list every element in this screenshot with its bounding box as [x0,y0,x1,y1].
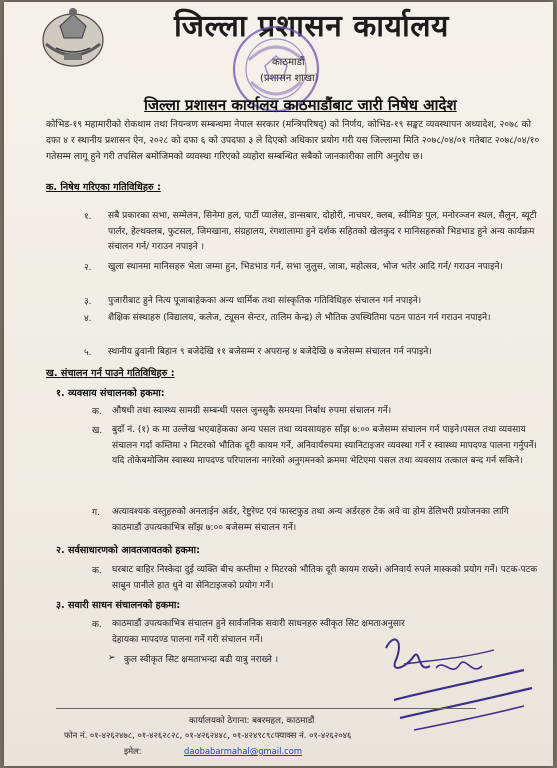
order-title: जिल्ला प्रशासन कार्यालय काठमाडौंबाट जारी निषेध आदेश [144,96,457,114]
list-item: अत्यावश्यक वस्तुहरुको अनलाईन अर्डर, रेष्टुरेण्ट एवं फास्टफुड तथा अन्य अर्डरहरु टेक अवे वा होम डेलिभरी प्रयोजनका लागि काठमाडौं उपत्यकाभित्र साँझ ७:०० बजेसम्म संचालन गर्ने। [112,507,509,533]
signature-image [374,630,539,740]
list-item: कुल स्वीकृत सिट क्षमताभन्दा बढी यात्रु नराख्ने । [124,655,279,665]
list-item-number: ग. [92,508,100,518]
list-item: औषधी तथा स्वास्थ्य सामग्री सम्बन्धी पसल जुनसुकै समयमा निर्बाध रुपमा संचालन गर्ने। [112,406,392,416]
section-b-heading: ख. संचालन गर्न पाउने गतिविधिहरु : [46,368,175,379]
list-item-number: १. [84,212,92,222]
list-item-number: ३. [84,297,92,307]
list-item: पुजारीबाट हुने नित्य पूजाबाहेकका अन्य धार्मिक तथा सांस्कृतिक गतिविधिहरु संचालन गर्न नपाइने। [108,296,422,306]
list-item: बुदाँ नं. (१) क मा उल्लेख भएबाहेकका अन्य पसल तथा व्यवसायहरु साँझ ७:०० बजेसम्म संचालन गर्न पाइने।पसल तथा व्यवसाय संचालन गर्दा कम्तिमा २ मिटरको भौतिक दूरी कायम गर्ने, अनिवार्यरुपमा स्यानिटाइजर व्यवस्था गर्ने र स्वास्थ्य मापदण्ड पालना गर्नुपर्ने। यदि तोकेबमोजिम स्वास्थ्य मापदण्ड परिपालना नगरेको अनुगमनको क्रममा भेटिएमा पसल तथा व्यवसाय तत्काल बन्द गर्न सकिने। [112,425,537,466]
office-location: काठमाडौं [272,57,305,68]
subsection-business-heading: १. व्यवसाय संचालनको हकमा: [56,388,165,399]
list-item: खुला स्थानमा मानिसहरु भेला जम्मा हुन, भिडभाड गर्न, सभा जुलुस, जात्रा, महोत्सव, भोज भतेर आदि गर्न/ गराउन नपाइने। [108,262,503,272]
list-item-number: क. [92,620,102,630]
list-item: काठमाडौं उपत्यकाभित्र संचालन हुने सार्वजनिक सवारी साधनहरु स्वीकृत सिट क्षमताअनुसार देहायका मापदण्ड पालना गर्ने गरी संचालन गर्ने। [112,619,405,645]
footer-email-label: इमेल: [124,746,142,756]
list-item-number: ख. [92,426,103,436]
list-item: स्थानीय ढुवानी बिहान ९ बजेदेखि ११ बजेसम्म र अपरान्ह ४ बजेदेखि ७ बजेसम्म संचालन गर्न नपाइने। [108,347,432,357]
nepal-emblem-icon [38,4,108,70]
footer-address: कार्यालयको ठेगाना: बबरमहल, काठमाडौं [189,716,315,726]
intro-paragraph: कोभिड-१९ महामारीको रोकथाम तथा नियन्त्रण सम्बन्धमा नेपाल सरकार (मन्त्रिपरिषद्) को निर्णय, कोभिड-१९ सङ्कट व्यवस्थापन अध्यादेश, २०७८ को दफा ४ र स्थानीय प्रशासन ऐन, २०२८ को दफा ६ को उपदफा ३ ले दिएको अधिकार प्रयोग गरी यस जिल्लामा मिति २०७८/०४/०१ गतेबाट २०७८/०४/१० गतेसम्म लागू हुने गरी तपसिल बमोजिमको व्यवस्था गरिएको व्यहोरा सम्बन्धित सबैको जानकारीका लागि अनुरोध छ। [46,119,540,162]
list-item-number: ५. [84,348,92,358]
section-a-heading: क. निषेध गरिएका गतिविधिहरु : [46,182,161,193]
list-item-number: ४. [84,314,92,324]
footer-divider [56,708,476,709]
office-title: जिल्ला प्रशासन कार्यालय [174,9,449,44]
footer-phone: फोन नं. ०१-४२६२४७८, ०१-४२६२८२८, ०१-४२६२४४८, ०१-४२४९८९८फ्याक्स नं. ०१-४२६२०४६ [64,730,352,740]
subsection-vehicle-heading: ३. सवारी साधन संचालनको हकमा: [56,600,181,611]
list-item-number: क. [92,566,102,576]
list-item: घरबाट बाहिर निस्केदा दुई व्यक्ति बीच कम्तीमा २ मिटरको भौतिक दूरी कायम राख्ने। अनिवार्य रुपले मास्कको प्रयोग गर्ने। पटक-पटक साबुन पानीले हात धुने वा सेनिटाइजको प्रयोग गर्ने। [112,565,538,591]
list-item: सबै प्रकारका सभा, सम्मेलन, सिनेमा हल, पार्टी प्यालेस, डान्सबार, दोहोरी, नाचघर, क्लब, स्वीमिङ पुल, मनोरञ्जन स्थल, सैलुन, ब्यूटी पार्लर, हेल्थक्लब, फुटसल, जिमखाना, संग्रहालय, रंगशालामा हुने दर्शक सहितको खेलकुद र मानिसहरुको भिडभाड हुने अन्य कार्यक्रम संचालन गर्न/ गराउन नपाइने । [108,211,537,252]
document-page [4,2,553,766]
office-branch: (प्रशासन शाखा) [260,73,319,84]
list-item: शैक्षिक संस्थाहरु (विद्यालय, कलेज, ट्यूसन सेन्टर, तालिम केन्द्र) ले भौतिक उपस्थितिमा पठन पाठन गर्न गराउन नपाइने। [108,313,491,323]
list-item-number: क. [92,407,102,417]
footer-email-link[interactable]: daobabarmahal@gmail.com [184,746,303,756]
bullet-arrow-icon: ➢ [108,653,116,663]
subsection-movement-heading: २. सर्वसाधारणको आवतजावतको हकमा: [56,545,200,556]
list-item-number: २. [84,263,92,273]
